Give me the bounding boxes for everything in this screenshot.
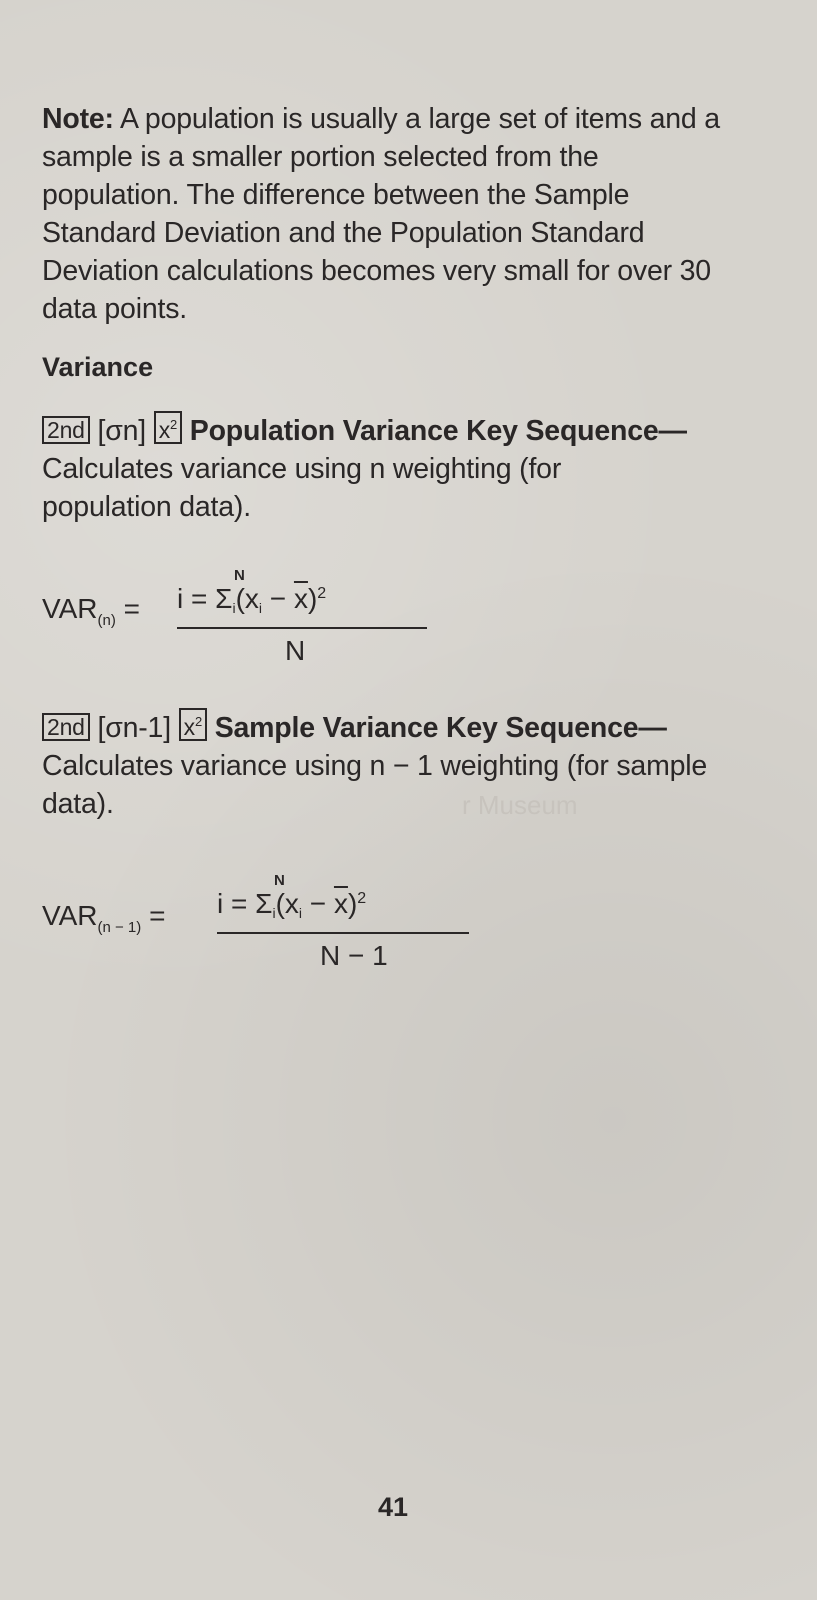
manual-page <box>42 100 742 526</box>
sample-variance-formula <box>42 870 462 980</box>
note-paragraph <box>42 100 732 328</box>
sigma-n-bracket: [σn] <box>97 415 146 447</box>
formula-lhs: $VAR_{(n)}$ = <box>42 593 140 629</box>
page-number: 41 <box>378 1492 409 1522</box>
watermark: r Museum <box>462 790 578 820</box>
fraction-bar <box>217 932 469 934</box>
sum-upper-limit: N <box>274 872 285 889</box>
note-text: A population is usually a large set of items and a sample is a smaller portion selected from the population. The difference between the Sample Standard Deviation and the Population Standard Deviation calculations becomes very small for over 30 data points. <box>42 103 720 325</box>
sample-description: Calculates variance using n − 1 weighting (for sample data). <box>42 750 708 820</box>
population-description: Calculates variance using n weighting (for population data). <box>42 453 562 523</box>
key-2nd: 2nd <box>42 416 90 444</box>
key-x-squared: $x^2$ <box>179 708 207 741</box>
population-title: Population Variance Key Sequence— <box>189 415 687 447</box>
fraction-bar <box>177 627 427 629</box>
formula-numerator: N $i = \Sigma_i(x_i - \overline{x})^2$ <box>217 872 367 921</box>
key-x-squared: $x^2$ <box>154 411 182 444</box>
x-bar: $\overline{x}$ <box>333 888 348 919</box>
sample-title: Sample Variance Key Sequence— <box>214 712 667 744</box>
section-heading-variance: Variance <box>42 352 154 382</box>
population-variance-formula <box>42 565 442 675</box>
formula-denominator: N <box>285 635 306 666</box>
sample-section <box>42 708 742 823</box>
sum-upper-limit: N <box>234 567 245 584</box>
formula-numerator: N $i = \Sigma_i(x_i - \overline{x})^2$ <box>177 567 327 616</box>
formula-lhs: $VAR_{(n - 1)}$ = <box>42 900 166 936</box>
formula-denominator: N − 1 <box>320 940 388 971</box>
x-bar: $\overline{x}$ <box>293 583 308 614</box>
note-label: Note: <box>42 103 114 135</box>
key-2nd: 2nd <box>42 713 90 741</box>
sigma-n-1-bracket: [σn-1] <box>97 712 171 744</box>
sample-variance-paragraph <box>42 708 742 823</box>
population-variance-paragraph <box>42 411 692 526</box>
